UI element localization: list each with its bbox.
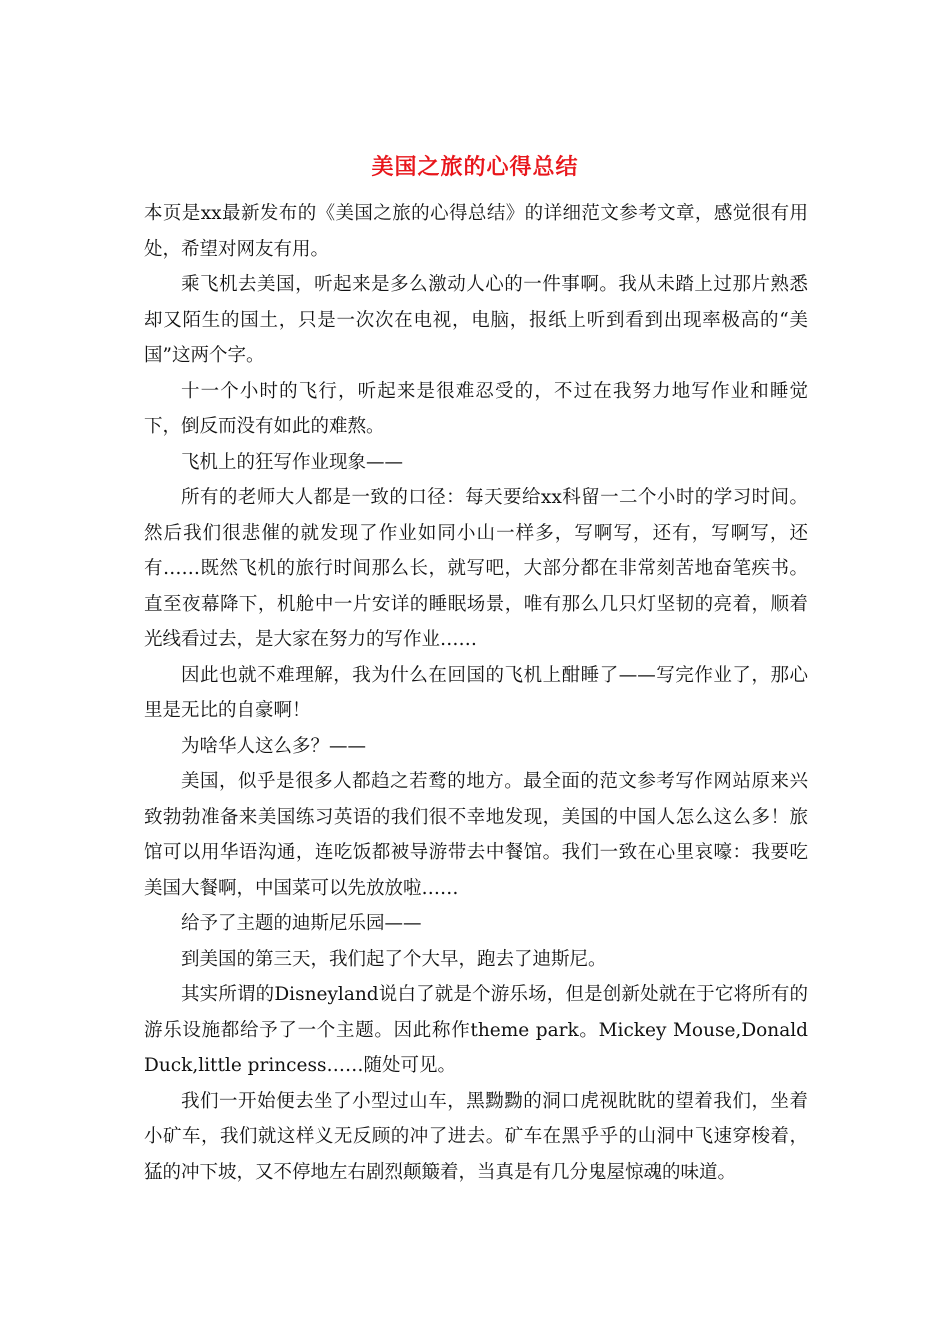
paragraph: 因此也就不难理解，我为什么在回国的飞机上酣睡了——写完作业了，那心里是无比的自豪啊！ (144, 664, 808, 721)
paragraph: 美国，似乎是很多人都趋之若鹜的地方。最全面的范文参考写作网站原来兴致勃勃准备来美国练习英语的我们很不幸地发现，美国的中国人怎么这么多！旅馆可以用华语沟通，连吃饭都被导游带去中餐馆。我们一致在心里哀嚎：我要吃美国大餐啊，中国菜可以先放放啦…… (144, 771, 808, 899)
paragraph: 十一个小时的飞行，听起来是很难忍受的，不过在我努力地写作业和睡觉下，倒反而没有如此的难熬。 (144, 380, 808, 437)
document-body (144, 196, 808, 1190)
paragraph: 乘飞机去美国，听起来是多么激动人心的一件事啊。我从未踏上过那片熟悉却又陌生的国土，只是一次次在电视，电脑，报纸上听到看到出现率极高的“美国”这两个字。 (144, 274, 808, 366)
section-heading: 飞机上的狂写作业现象—— (181, 451, 404, 473)
paragraph: 其实所谓的Disneyland说白了就是个游乐场，但是创新处就在于它将所有的游乐设施都给予了一个主题。因此称作theme park。Mickey Mouse,Donald Duck,little princess……随处可见。 (144, 984, 808, 1076)
paragraph: 到美国的第三天，我们起了个大早，跑去了迪斯尼。 (181, 948, 607, 970)
section-heading: 给予了主题的迪斯尼乐园—— (181, 913, 422, 934)
intro-paragraph: 本页是xx最新发布的《美国之旅的心得总结》的详细范文参考文章，感觉很有用处，希望对网友有用。 (144, 203, 808, 260)
document-title: 美国之旅的心得总结 (371, 155, 579, 180)
section-heading: 为啥华人这么多？—— (181, 735, 367, 757)
paragraph: 所有的老师大人都是一致的口径：每天要给xx科留一二个小时的学习时间。然后我们很悲催的就发现了作业如同小山一样多，写啊写，还有，写啊写，还有……既然飞机的旅行时间那么长，就写吧，大部分都在非常刻苦地奋笔疾书。直至夜幕降下，机舱中一片安详的睡眠场景，唯有那么几只灯坚韧的亮着，顺着光线看过去，是大家在努力的写作业…… (144, 487, 808, 650)
paragraph: 我们一开始便去坐了小型过山车，黑黝黝的洞口虎视眈眈的望着我们，坐着小矿车，我们就这样义无反顾的冲了进去。矿车在黑乎乎的山洞中飞速穿梭着，猛的冲下坡，又不停地左右剧烈颠簸着，当真是有几分鬼屋惊魂的味道。 (144, 1090, 808, 1183)
